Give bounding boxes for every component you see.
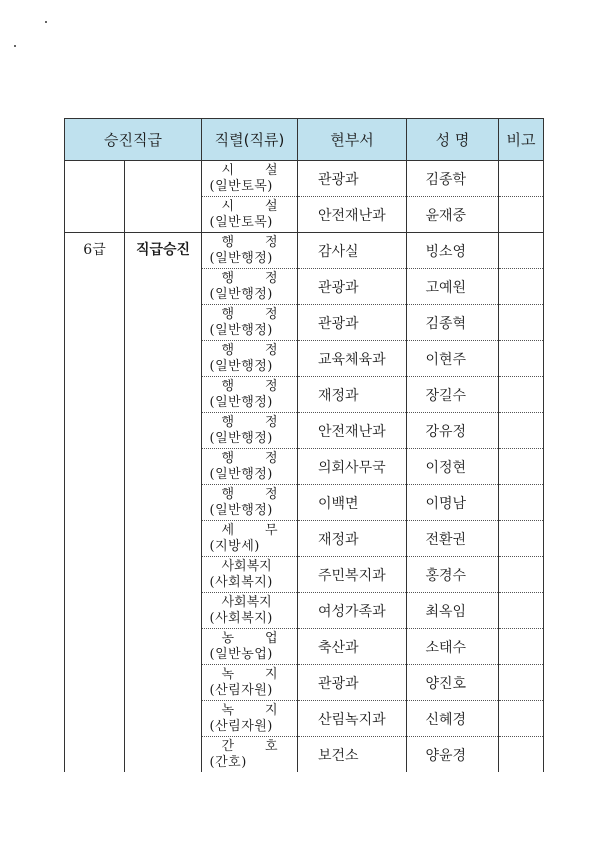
job-class: (일반행정) bbox=[209, 286, 273, 302]
job-series-cell bbox=[202, 485, 298, 521]
current-dept: 보건소 bbox=[318, 747, 359, 764]
dept-cell bbox=[298, 161, 407, 197]
table-header-row bbox=[65, 119, 544, 161]
type-cell-empty bbox=[125, 161, 202, 233]
job-series-cell bbox=[202, 737, 298, 773]
job-class: (산림자원) bbox=[209, 718, 273, 734]
name-cell bbox=[407, 305, 499, 341]
person-name: 김종혁 bbox=[425, 315, 467, 332]
promotion-level: 6급 bbox=[65, 233, 125, 773]
note-cell bbox=[499, 377, 544, 413]
name-cell bbox=[407, 665, 499, 701]
job-class: (사회복지) bbox=[209, 574, 273, 590]
dept-cell bbox=[298, 485, 407, 521]
job-series: 행 정 bbox=[221, 414, 278, 430]
job-series-cell bbox=[202, 305, 298, 341]
header-current-dept: 현부서 bbox=[298, 119, 407, 161]
dept-cell bbox=[298, 629, 407, 665]
dept-cell bbox=[298, 593, 407, 629]
person-name: 빙소영 bbox=[425, 243, 467, 260]
job-series: 시 설 bbox=[221, 198, 278, 214]
job-series-cell bbox=[202, 665, 298, 701]
note-cell bbox=[499, 269, 544, 305]
person-name: 이명남 bbox=[425, 495, 467, 512]
current-dept: 의회사무국 bbox=[318, 459, 386, 476]
name-cell bbox=[407, 557, 499, 593]
dept-cell bbox=[298, 305, 407, 341]
person-name: 강유정 bbox=[425, 423, 467, 440]
job-class: (일반행정) bbox=[209, 322, 273, 338]
current-dept: 주민복지과 bbox=[318, 567, 386, 584]
name-cell bbox=[407, 233, 499, 269]
note-cell bbox=[499, 197, 544, 233]
scan-mark-dot bbox=[45, 21, 47, 23]
name-cell bbox=[407, 161, 499, 197]
note-cell bbox=[499, 449, 544, 485]
note-cell bbox=[499, 161, 544, 197]
current-dept: 감사실 bbox=[318, 243, 359, 260]
job-series-cell bbox=[202, 377, 298, 413]
job-series-cell bbox=[202, 341, 298, 377]
person-name: 홍경수 bbox=[425, 567, 467, 584]
note-cell bbox=[499, 593, 544, 629]
job-class: (일반행정) bbox=[209, 250, 273, 266]
dept-cell bbox=[298, 377, 407, 413]
person-name: 고예원 bbox=[425, 279, 467, 296]
job-series: 농 업 bbox=[221, 630, 278, 646]
name-cell bbox=[407, 629, 499, 665]
dept-cell bbox=[298, 665, 407, 701]
job-series-cell bbox=[202, 701, 298, 737]
name-cell bbox=[407, 449, 499, 485]
header-name: 성 명 bbox=[407, 119, 499, 161]
person-name: 신혜경 bbox=[425, 711, 467, 728]
job-class: (일반행정) bbox=[209, 430, 273, 446]
current-dept: 산림녹지과 bbox=[318, 711, 386, 728]
person-name: 이정현 bbox=[425, 459, 467, 476]
dept-cell bbox=[298, 269, 407, 305]
name-cell bbox=[407, 269, 499, 305]
note-cell bbox=[499, 413, 544, 449]
job-series-cell bbox=[202, 629, 298, 665]
job-series: 사회복지 bbox=[221, 558, 272, 574]
job-series: 세 무 bbox=[221, 522, 278, 538]
dept-cell bbox=[298, 557, 407, 593]
note-cell bbox=[499, 557, 544, 593]
current-dept: 재정과 bbox=[318, 531, 359, 548]
person-name: 윤재중 bbox=[425, 207, 467, 224]
person-name: 김종학 bbox=[425, 171, 467, 188]
header-note: 비고 bbox=[499, 119, 544, 161]
name-cell bbox=[407, 377, 499, 413]
note-cell bbox=[499, 665, 544, 701]
job-series: 행 정 bbox=[221, 306, 278, 322]
name-cell bbox=[407, 737, 499, 773]
job-series-cell bbox=[202, 269, 298, 305]
current-dept: 축산과 bbox=[318, 639, 359, 656]
job-series: 행 정 bbox=[221, 342, 278, 358]
job-series-cell bbox=[202, 593, 298, 629]
person-name: 장길수 bbox=[425, 387, 467, 404]
job-series-cell bbox=[202, 521, 298, 557]
job-series-cell bbox=[202, 161, 298, 197]
grade-cell-empty bbox=[65, 161, 125, 233]
current-dept: 관광과 bbox=[318, 171, 359, 188]
note-cell bbox=[499, 737, 544, 773]
note-cell bbox=[499, 521, 544, 557]
job-series: 녹 지 bbox=[221, 702, 278, 718]
current-dept: 관광과 bbox=[318, 279, 359, 296]
current-dept: 교육체육과 bbox=[318, 351, 386, 368]
current-dept: 재정과 bbox=[318, 387, 359, 404]
note-cell bbox=[499, 305, 544, 341]
dept-cell bbox=[298, 521, 407, 557]
job-class: (간호) bbox=[209, 754, 247, 770]
job-series: 간 호 bbox=[221, 738, 278, 754]
job-series: 행 정 bbox=[221, 234, 278, 250]
dept-cell bbox=[298, 341, 407, 377]
job-series-cell bbox=[202, 449, 298, 485]
job-class: (지방세) bbox=[209, 538, 260, 554]
name-cell bbox=[407, 485, 499, 521]
dept-cell bbox=[298, 413, 407, 449]
name-cell bbox=[407, 341, 499, 377]
current-dept: 안전재난과 bbox=[318, 207, 386, 224]
job-series-cell bbox=[202, 233, 298, 269]
job-series: 행 정 bbox=[221, 486, 278, 502]
job-class: (사회복지) bbox=[209, 610, 273, 626]
note-cell bbox=[499, 485, 544, 521]
header-job-series: 직렬(직류) bbox=[202, 119, 298, 161]
job-series-cell bbox=[202, 557, 298, 593]
promotion-type: 직급승진 bbox=[125, 233, 202, 773]
name-cell bbox=[407, 521, 499, 557]
promotion-table bbox=[64, 118, 544, 772]
name-cell bbox=[407, 701, 499, 737]
job-class: (일반토목) bbox=[209, 178, 273, 194]
job-series-cell bbox=[202, 413, 298, 449]
note-cell bbox=[499, 701, 544, 737]
note-cell bbox=[499, 233, 544, 269]
job-class: (일반행정) bbox=[209, 358, 273, 374]
job-series: 행 정 bbox=[221, 378, 278, 394]
current-dept: 이백면 bbox=[318, 495, 359, 512]
person-name: 최옥임 bbox=[425, 603, 467, 620]
job-class: (산림자원) bbox=[209, 682, 273, 698]
person-name: 전환권 bbox=[425, 531, 467, 548]
scan-mark-dot bbox=[14, 45, 16, 47]
note-cell bbox=[499, 341, 544, 377]
dept-cell bbox=[298, 233, 407, 269]
dept-cell bbox=[298, 449, 407, 485]
job-series: 시 설 bbox=[221, 162, 278, 178]
person-name: 양윤경 bbox=[425, 747, 467, 764]
name-cell bbox=[407, 593, 499, 629]
job-series: 행 정 bbox=[221, 450, 278, 466]
dept-cell bbox=[298, 701, 407, 737]
job-class: (일반토목) bbox=[209, 214, 273, 230]
job-class: (일반행정) bbox=[209, 394, 273, 410]
person-name: 소태수 bbox=[425, 639, 467, 656]
table-row bbox=[65, 233, 544, 269]
job-class: (일반행정) bbox=[209, 466, 273, 482]
job-class: (일반행정) bbox=[209, 502, 273, 518]
person-name: 이현주 bbox=[425, 351, 467, 368]
current-dept: 관광과 bbox=[318, 675, 359, 692]
current-dept: 관광과 bbox=[318, 315, 359, 332]
header-promotion-grade: 승진직급 bbox=[65, 119, 202, 161]
table-row bbox=[65, 161, 544, 197]
note-cell bbox=[499, 629, 544, 665]
job-class: (일반농업) bbox=[209, 646, 273, 662]
current-dept: 안전재난과 bbox=[318, 423, 386, 440]
name-cell bbox=[407, 197, 499, 233]
job-series: 녹 지 bbox=[221, 666, 278, 682]
dept-cell bbox=[298, 197, 407, 233]
job-series-cell bbox=[202, 197, 298, 233]
name-cell bbox=[407, 413, 499, 449]
job-series: 사회복지 bbox=[221, 594, 272, 610]
job-series: 행 정 bbox=[221, 270, 278, 286]
person-name: 양진호 bbox=[425, 675, 467, 692]
dept-cell bbox=[298, 737, 407, 773]
current-dept: 여성가족과 bbox=[318, 603, 386, 620]
